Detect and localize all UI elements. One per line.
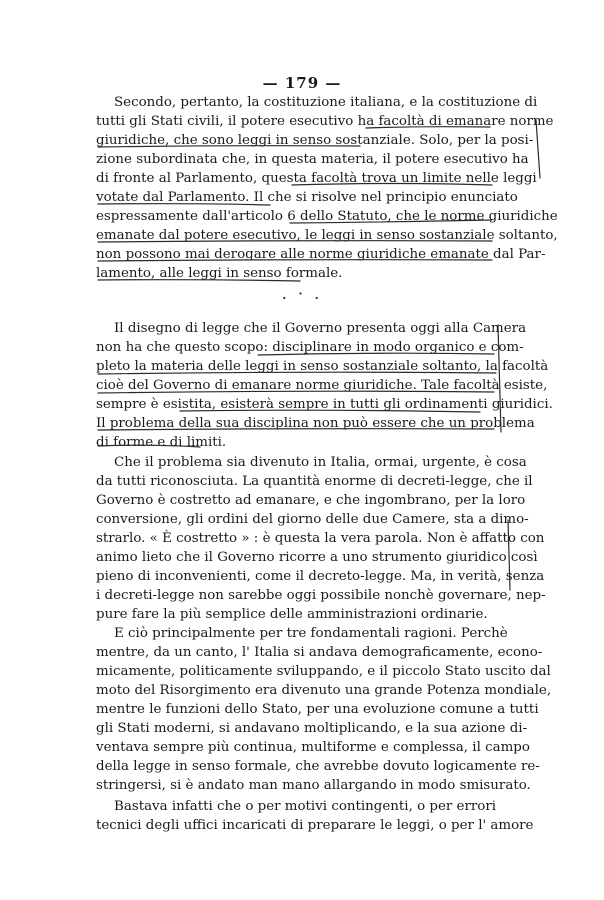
text-line: lamento, alle leggi in senso formale. (96, 266, 343, 281)
text-line: E ciò principalmente per tre fondamentali ragioni. Perchè (114, 626, 508, 641)
text-line: Il disegno di legge che il Governo presenta oggi alla Camera (114, 321, 527, 336)
text-line: tutti gli Stati civili, il potere esecutivo ha facoltà di emanare norme (96, 114, 554, 129)
text-line: i decreti-legge non sarebbe oggi possibile nonchè governare, nep- (96, 588, 546, 603)
text-line: mentre le funzioni dello Stato, per una evoluzione comune a tutti (96, 702, 539, 717)
text-line: sempre è esistita, esisterà sempre in tutti gli ordinamenti giuridici. (96, 397, 553, 412)
text-line: da tutti riconosciuta. La quantità enorme di decreti-legge, che il (96, 474, 533, 489)
section-separator: . · . (281, 284, 323, 303)
text-line: espressamente dall'articolo 6 dello Statuto, che le norme giuridiche (96, 209, 558, 224)
text-line: stringersi, si è andato man mano allargando in modo smisurato. (96, 778, 531, 793)
text-line: votate dal Parlamento. Il che si risolve nel principio enunciato (96, 190, 518, 205)
text-line: tecnici degli uffici incaricati di preparare le leggi, o per l' amore (96, 818, 534, 833)
text-line: pleto la materia delle leggi in senso sostanziale soltanto, la facoltà (96, 359, 549, 374)
text-line: Bastava infatti che o per motivi contingenti, o per errori (114, 799, 497, 814)
text-line: di fronte al Parlamento, questa facoltà trova un limite nelle leggi (96, 171, 537, 186)
page-number: — 179 — (262, 74, 342, 92)
text-line: emanate dal potere esecutivo, le leggi in senso sostanziale soltanto, (96, 228, 558, 243)
text-line: Il problema della sua disciplina non può essere che un problema (96, 416, 535, 431)
text-line: non ha che questo scopo: disciplinare in modo organico e com- (96, 340, 524, 355)
text-line: di forme e di limiti. (96, 435, 227, 450)
text-line: Secondo, pertanto, la costituzione italiana, e la costituzione di (114, 95, 538, 110)
text-line: cioè del Governo di emanare norme giuridiche. Tale facoltà esiste, (96, 378, 548, 393)
text-line: zione subordinata che, in questa materia, il potere esecutivo ha (96, 152, 529, 167)
text-line: mentre, da un canto, l' Italia si andava demograficamente, econo- (96, 645, 543, 660)
text-line: animo lieto che il Governo ricorre a uno strumento giuridico così (96, 550, 538, 565)
text-line: pure fare la più semplice delle amministrazioni ordinarie. (96, 607, 488, 622)
text-line: della legge in senso formale, che avrebbe dovuto logicamente re- (96, 759, 540, 774)
text-line: strarlo. « È costretto » : è questa la vera parola. Non è affatto con (96, 531, 545, 546)
text-line: moto del Risorgimento era divenuto una grande Potenza mondiale, (96, 683, 552, 698)
text-line: Governo è costretto ad emanare, e che ingombrano, per la loro (96, 493, 526, 508)
text-line: ventava sempre più continua, multiforme e complessa, il campo (96, 740, 530, 755)
text-line: Che il problema sia divenuto in Italia, ormai, urgente, è cosa (114, 455, 527, 470)
text-line: pieno di inconvenienti, come il decreto-legge. Ma, in verità, senza (96, 569, 545, 584)
text-line: gli Stati moderni, si andavano moltiplicando, e la sua azione di- (96, 721, 528, 736)
text-line: non possono mai derogare alle norme giuridiche emanate dal Par- (96, 247, 546, 262)
text-line: conversione, gli ordini del giorno delle due Camere, sta a dimo- (96, 512, 529, 527)
text-line: micamente, politicamente sviluppando, e il piccolo Stato uscito dal (96, 664, 551, 679)
text-line: giuridiche, che sono leggi in senso sostanziale. Solo, per la posi- (96, 133, 534, 148)
